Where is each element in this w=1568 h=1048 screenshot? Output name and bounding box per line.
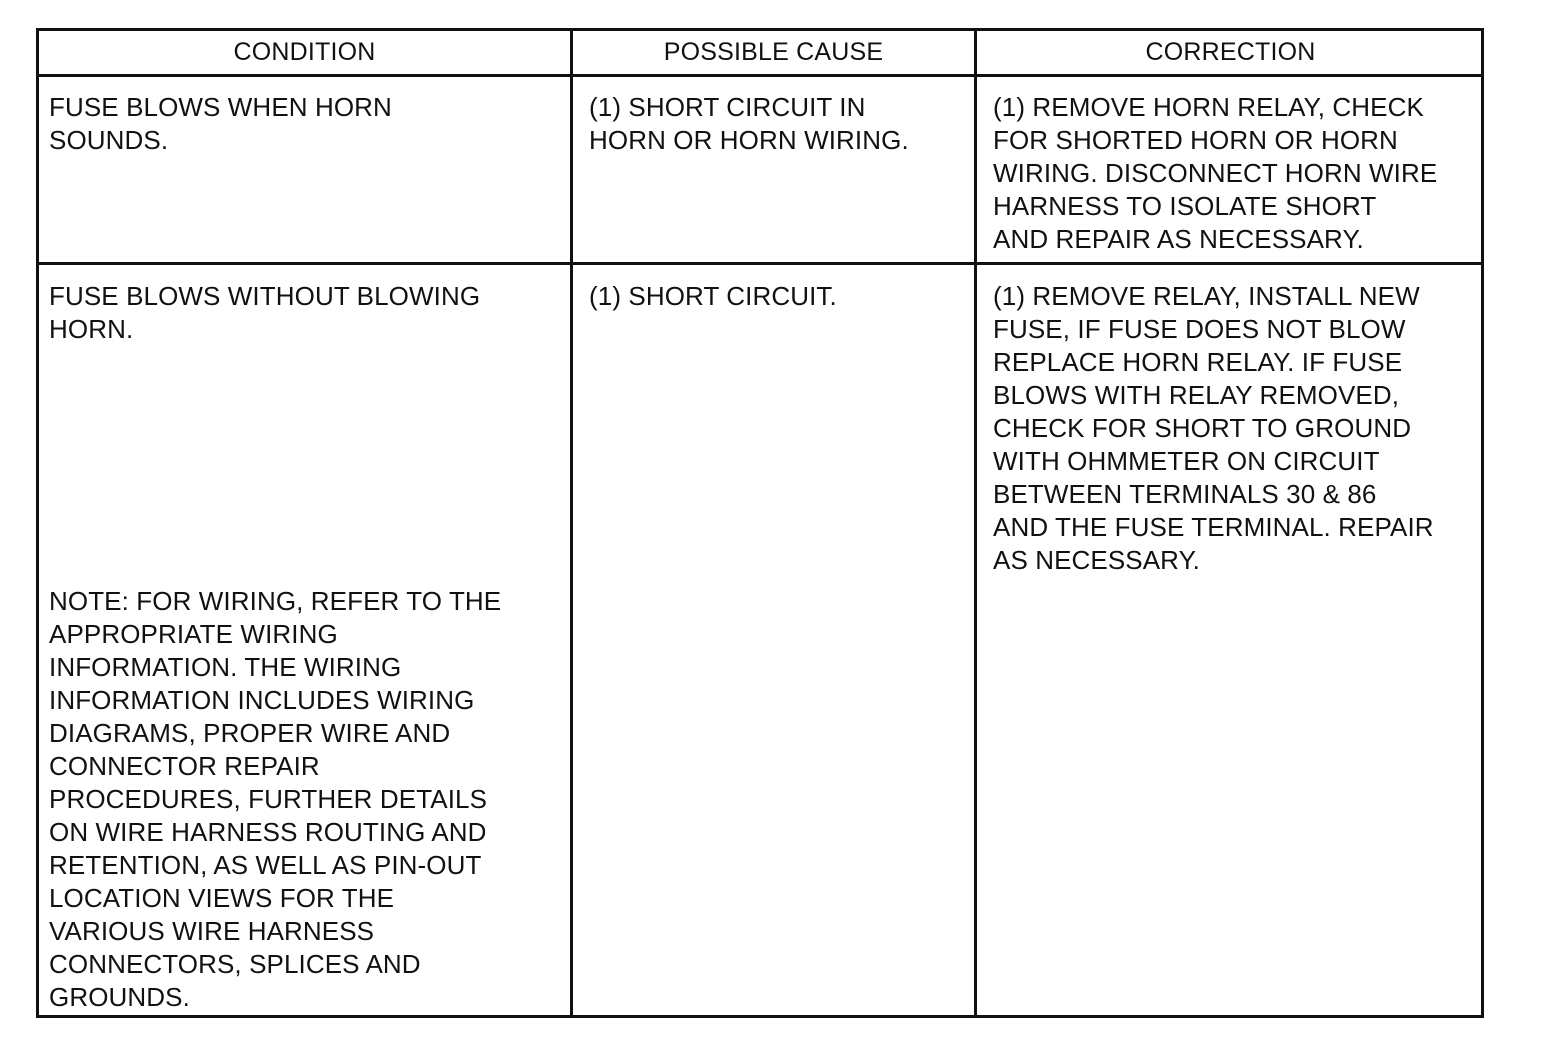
row-divider-1 bbox=[39, 262, 1481, 265]
row1-correction: (1) REMOVE HORN RELAY, CHECK FOR SHORTED HORN OR HORN WIRING. DISCONNECT HORN WIRE HARNESS TO ISOLATE SHORT AND REPAIR AS NECESSARY. bbox=[993, 92, 1438, 254]
header-condition: CONDITION bbox=[233, 38, 376, 66]
column-divider-1 bbox=[570, 31, 573, 1015]
diagnosis-table bbox=[36, 28, 1484, 1018]
row1-condition: FUSE BLOWS WHEN HORN SOUNDS. bbox=[49, 92, 392, 155]
row2-condition: FUSE BLOWS WITHOUT BLOWING HORN. bbox=[49, 281, 481, 344]
header-divider bbox=[39, 74, 1481, 77]
header-correction: CORRECTION bbox=[1145, 38, 1316, 66]
column-divider-2 bbox=[974, 31, 977, 1015]
row2-note: NOTE: FOR WIRING, REFER TO THE APPROPRIATE WIRING INFORMATION. THE WIRING INFORMATION INCLUDES WIRING DIAGRAMS, PROPER WIRE AND CONNECTOR REPAIR PROCEDURES, FURTHER DETAILS ON WIRE HARNESS ROUTING AND RETENTION, AS WELL AS PIN-OUT LOCATION VIEWS FOR THE VARIOUS WIRE HARNESS CONNECTORS, SPLICES AND GROUNDS. bbox=[49, 586, 502, 1012]
row2-possible-cause: (1) SHORT CIRCUIT. bbox=[589, 281, 837, 311]
header-possible-cause: POSSIBLE CAUSE bbox=[663, 38, 884, 66]
row1-possible-cause: (1) SHORT CIRCUIT IN HORN OR HORN WIRING. bbox=[589, 92, 909, 155]
row2-correction: (1) REMOVE RELAY, INSTALL NEW FUSE, IF FUSE DOES NOT BLOW REPLACE HORN RELAY. IF FUSE BLOWS WITH RELAY REMOVED, CHECK FOR SHORT TO GROUND WITH OHMMETER ON CIRCUIT BETWEEN TERMINALS 30 & 86 AND THE FUSE TERMINAL. REPAIR AS NECESSARY. bbox=[993, 281, 1434, 575]
